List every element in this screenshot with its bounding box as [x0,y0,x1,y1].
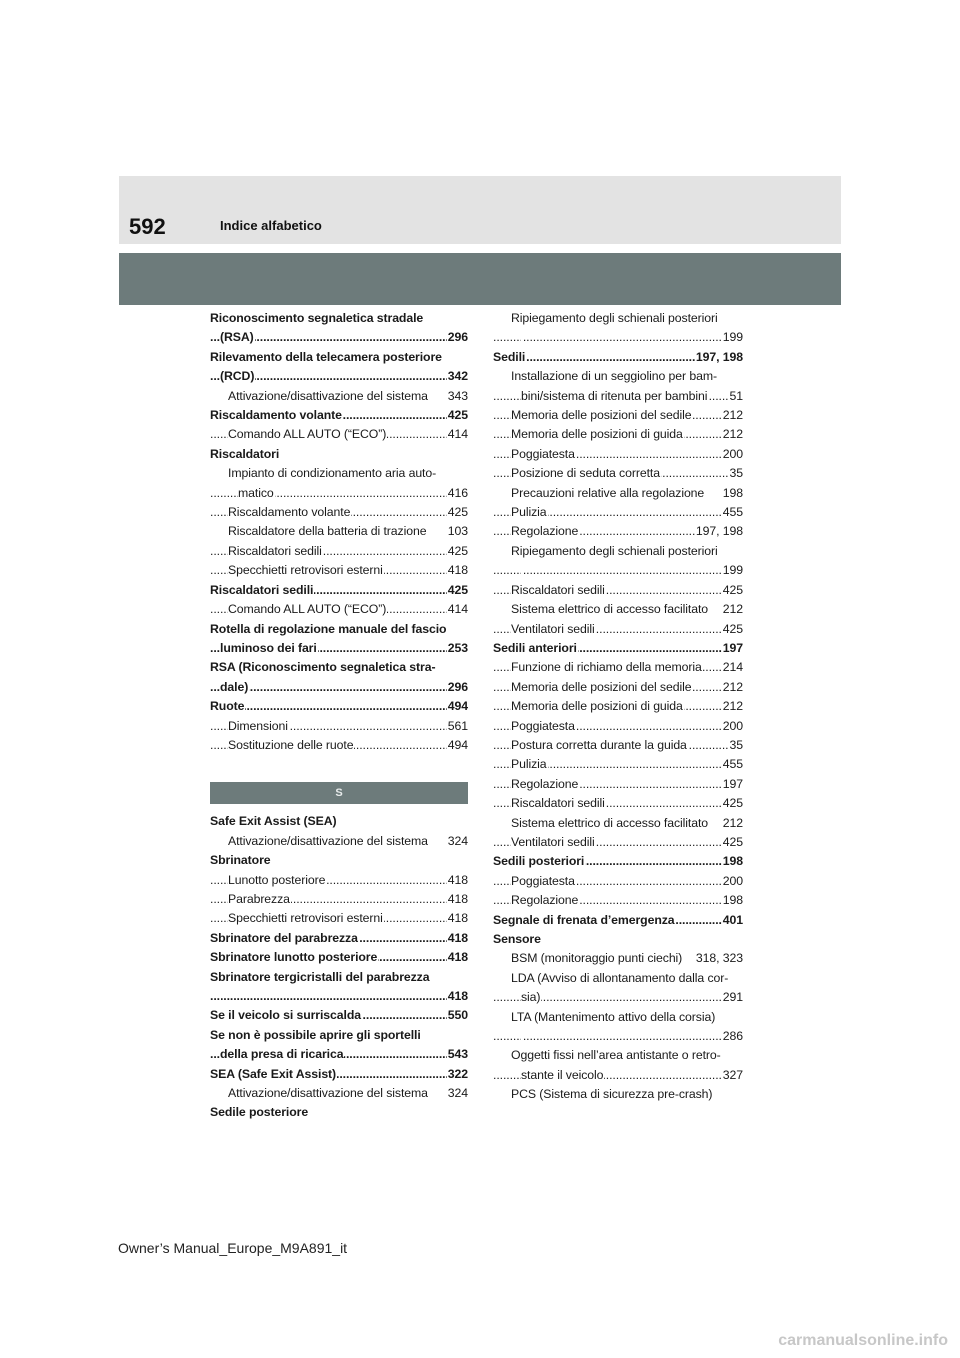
index-entry-text: LTA (Mantenimento attivo della corsia) [511,1009,716,1024]
index-entry [493,872,743,891]
index-entry [493,736,743,755]
index-entry [493,1008,743,1027]
index-entry [493,600,743,619]
index-entry-text: Sistema elettrico di accesso facilitato [511,815,709,830]
index-entry [493,1027,743,1046]
index-entry [210,658,468,677]
index-entry [210,387,468,406]
index-entry-page: 324 [447,832,468,851]
index-entry [210,464,468,483]
index-entry-page: 543 [447,1045,468,1064]
index-entry-text: Sistema elettrico di accesso facilitato [511,602,709,617]
index-entry-page: 200 [722,717,743,736]
index-entry [210,445,468,464]
index-entry-page: 296 [447,328,468,347]
index-entry [493,367,743,386]
index-entry [493,542,743,561]
index-entry [493,717,743,736]
index-entry-text: Riscaldatore della batteria di trazione [228,524,427,539]
index-entry-page: 550 [447,1006,468,1025]
index-entry [210,987,468,1006]
index-entry [210,309,468,328]
index-entry-text: Pulizia [511,505,547,520]
index-column-right [493,309,743,1105]
index-entry-text: Poggiatesta [511,873,575,888]
index-entry [210,561,468,580]
index-entry [210,406,468,425]
index-entry-text: matico [238,485,274,500]
index-entry [493,406,743,425]
index-entry-text: stante il veicolo [521,1067,604,1082]
header-band [119,176,841,244]
index-entry [210,1026,468,1045]
index-entry [493,1046,743,1065]
index-entry-text: Ventilatori sedili [511,834,595,849]
index-entry-text: Oggetti fissi nell’area antistante o retro- [511,1048,721,1063]
index-entry [210,890,468,909]
index-entry-page: 425 [722,833,743,852]
index-entry-page: 418 [447,987,468,1006]
index-entry-page: 455 [722,503,743,522]
index-entry [210,503,468,522]
index-entry-page: 197, 198 [695,348,743,367]
index-entry [493,445,743,464]
index-entry [210,717,468,736]
index-entry-page: 418 [447,948,468,967]
index-entry-text [521,1029,522,1043]
index-entry [493,949,743,968]
index-entry [210,328,468,347]
index-entry [493,425,743,444]
index-entry [493,833,743,852]
footer-manual-id: Owner’s Manual_Europe_M9A891_it [118,1240,348,1256]
index-entry-page: 414 [447,425,468,444]
index-entry-text: (RSA) [220,330,254,345]
index-entry-page: 494 [447,736,468,755]
index-entry-page: 343 [447,387,468,406]
index-entry-text: Ripiegamento degli schienali posteriori [511,311,718,325]
index-entry-text: Installazione di un seggiolino per bam- [511,369,717,384]
index-entry-text: Postura corretta durante la guida [511,737,687,752]
index-list-r-entries [210,309,468,755]
index-entry-page: 198 [722,891,743,910]
index-list-s-entries [210,812,468,1123]
index-entry-page: 291 [722,988,743,1007]
index-entry [210,425,468,444]
index-entry-page: 322 [447,1065,468,1084]
index-entry-page: 197, 198 [695,522,743,541]
index-entry-text: Memoria delle posizioni del sedile [511,679,692,694]
index-entry [210,1045,468,1064]
index-entry-text: Poggiatesta [511,718,575,733]
index-entry-text: Riscaldatori sedili [228,543,322,558]
index-entry-text: Se il veicolo si surriscalda [210,1008,361,1023]
index-entry-text: Rilevamento della telecamera posteriore [210,349,442,364]
index-entry [210,367,468,386]
index-entry-page: 425 [722,794,743,813]
index-entry [210,1006,468,1025]
index-entry [210,484,468,503]
index-entry-text: Memoria delle posizioni del sedile [511,408,692,423]
index-entry-page: 425 [722,581,743,600]
index-entry-text: BSM (monitoraggio punti ciechi) [511,951,683,966]
index-entry [210,639,468,658]
index-entry-page: 327 [722,1066,743,1085]
index-entry-page: 253 [447,639,468,658]
page-number: 592 [129,214,166,239]
index-entry-text: Sbrinatore tergicristalli del parabrezza [210,969,430,984]
index-entry [210,1065,468,1084]
index-entry-text: Regolazione [511,776,579,791]
index-entry [493,891,743,910]
index-entry-page: 35 [729,736,743,755]
index-entry [210,678,468,697]
index-entry [493,658,743,677]
index-entry-text: bini/sistema di ritenuta per bambini [521,388,708,403]
index-entry-text: Comando ALL AUTO (“ECO”) [228,602,387,617]
index-entry-text: Riscaldamento volante [228,505,351,520]
index-entry-page: 212 [722,814,743,833]
index-entry [210,851,468,870]
index-entry [493,464,743,483]
watermark: carmanualsonline.info [778,1332,948,1349]
index-entry-text: Poggiatesta [511,446,575,461]
index-entry-page: 198 [722,484,743,503]
index-entry [493,1085,743,1104]
index-entry-text: Parabrezza [228,891,290,906]
index-entry-text [521,330,522,344]
index-entry-page: 425 [447,542,468,561]
index-entry-page: 199 [722,328,743,347]
index-entry [210,832,468,851]
index-entry-page: 418 [447,929,468,948]
index-entry-text: Riscaldatori [210,446,280,461]
index-entry [210,542,468,561]
index-entry-text: Ripiegamento degli schienali posteriori [511,543,718,558]
index-entry-page: 35 [729,464,743,483]
index-entry [210,929,468,948]
index-entry-page: 212 [722,600,743,619]
index-entry [493,678,743,697]
index-entry [493,484,743,503]
index-entry-page: 103 [447,522,468,541]
index-entry [493,930,743,949]
index-entry [210,581,468,600]
index-entry-page: 212 [722,406,743,425]
index-entry-page: 197 [722,639,743,658]
index-entry-page: 296 [447,678,468,697]
index-entry-text: Regolazione [511,893,579,908]
index-entry-page: 418 [447,909,468,928]
index-entry [493,581,743,600]
index-entry-text: Segnale di frenata d’emergenza [493,912,675,927]
section-title: Indice alfabetico [220,218,322,233]
index-entry-page: 197 [722,775,743,794]
index-entry [493,561,743,580]
index-entry-page: 51 [729,387,743,406]
index-entry-text [521,563,522,577]
index-entry-text: Sbrinatore lunotto posteriore [210,950,378,965]
index-entry-text: Sbrinatore [210,853,271,868]
index-entry-page: 425 [722,620,743,639]
index-entry [210,1103,468,1122]
index-entry-text: Rotella di regolazione manuale del fascio [210,621,447,636]
index-entry [493,387,743,406]
index-entry-text: Sedili posteriori [493,854,585,869]
index-entry-page: 342 [447,367,468,386]
index-entry [210,871,468,890]
index-entry-text: Ruote [210,699,245,714]
index-entry-page: 200 [722,872,743,891]
index-entry-text [220,989,221,1003]
index-entry-text: Riscaldatori sedili [511,796,605,811]
index-entry [493,794,743,813]
index-entry [210,697,468,716]
index-entry-text: SEA (Safe Exit Assist) [210,1066,337,1081]
index-entry [493,852,743,871]
index-column-left [210,309,468,1123]
index-entry-text: Riscaldatori sedili [511,582,605,597]
index-entry-text: Specchietti retrovisori esterni [228,563,383,578]
index-entry-page: 425 [447,406,468,425]
index-entry [210,620,468,639]
index-entry [210,1084,468,1103]
index-entry [210,348,468,367]
index-entry [210,909,468,928]
header-dark-band [119,253,841,305]
index-entry-page: 200 [722,445,743,464]
index-entry [493,814,743,833]
index-entry-page: 214 [722,658,743,677]
index-entry-page: 324 [447,1084,468,1103]
index-entry [210,968,468,987]
index-entry [493,639,743,658]
index-entry [493,697,743,716]
index-entry [493,522,743,541]
index-entry [493,1066,743,1085]
index-entry-page: 418 [447,561,468,580]
index-entry-text: Sostituzione delle ruote [228,737,354,752]
index-entry-text: Sensore [493,932,541,946]
letter-section-band: S [210,782,468,804]
index-entry [493,620,743,639]
index-entry-text: Sedili [493,349,526,364]
index-entry-text: Attivazione/disattivazione del sistema [228,1086,428,1101]
index-entry-page: 401 [722,911,743,930]
index-entry-page: 494 [447,697,468,716]
index-entry-text: Attivazione/disattivazione del sistema [228,833,428,848]
index-entry-page: 416 [447,484,468,503]
index-entry-text: Sedili anteriori [493,640,577,655]
index-entry-page: 425 [447,581,468,600]
index-entry [493,969,743,988]
index-entry [493,503,743,522]
index-entry-text: Posizione di seduta corretta [511,466,660,481]
index-entry [210,736,468,755]
index-entry-text: Dimensioni [228,718,288,733]
index-entry-text: Sbrinatore del parabrezza [210,930,358,945]
index-entry-page: 198 [722,852,743,871]
index-entry [210,600,468,619]
index-entry [493,755,743,774]
index-entry-text: PCS (Sistema di sicurezza pre-crash) [511,1087,713,1102]
index-entry-text: Lunotto posteriore [228,872,326,887]
index-entry [210,812,468,831]
index-entry-page: 414 [447,600,468,619]
index-entry-text: Memoria delle posizioni di guida [511,427,683,442]
index-entry-text: Riscaldamento volante [210,408,342,423]
index-entry-text: Riconoscimento segnaletica stradale [210,311,424,325]
index-list-right-entries [493,309,743,1105]
index-entry-text: dale) [220,679,249,694]
index-entry-text: Sedile posteriore [210,1105,309,1120]
index-entry [493,775,743,794]
index-entry [210,522,468,541]
index-entry-text: Se non è possibile aprire gli sportelli [210,1027,421,1042]
index-entry-page: 561 [447,717,468,736]
index-entry-text: Impianto di condizionamento aria auto- [228,466,437,481]
index-entry [493,988,743,1007]
index-entry-text: Precauzioni relative alla regolazione [511,485,705,500]
index-entry-page: 212 [722,678,743,697]
index-entry-page: 212 [722,425,743,444]
index-entry-text: RSA (Riconoscimento segnaletica stra- [210,660,436,675]
index-entry-text: della presa di ricarica [220,1047,344,1062]
index-entry-text: LDA (Avviso di allontanamento dalla cor- [511,970,729,985]
index-entry [493,348,743,367]
index-entry-text: Riscaldatori sedili [210,582,314,597]
index-entry-text: Pulizia [511,757,547,772]
index-entry-text: Ventilatori sedili [511,621,595,636]
index-entry-text: (RCD) [220,369,255,384]
index-entry [493,328,743,347]
index-entry-text: Attivazione/disattivazione del sistema [228,388,428,403]
index-entry-page: 286 [722,1027,743,1046]
index-entry-text: luminoso dei fari [220,640,317,655]
index-entry-page: 199 [722,561,743,580]
index-entry-page: 425 [447,503,468,522]
index-entry-text: Specchietti retrovisori esterni [228,911,383,926]
index-entry [210,948,468,967]
index-entry-text: Safe Exit Assist (SEA) [210,814,337,829]
index-entry-page: 212 [722,697,743,716]
index-entry-text: Comando ALL AUTO (“ECO”) [228,427,387,442]
index-entry-page: 418 [447,871,468,890]
index-entry-text: sia) [521,990,541,1005]
index-entry-page: 455 [722,755,743,774]
index-entry-page: 318, 323 [695,949,743,968]
index-entry [493,911,743,930]
index-entry-text: Regolazione [511,524,579,539]
index-entry-text: Memoria delle posizioni di guida [511,699,683,714]
index-entry-text: Funzione di richiamo della memoria [511,660,702,675]
index-entry [493,309,743,328]
index-entry-page: 418 [447,890,468,909]
